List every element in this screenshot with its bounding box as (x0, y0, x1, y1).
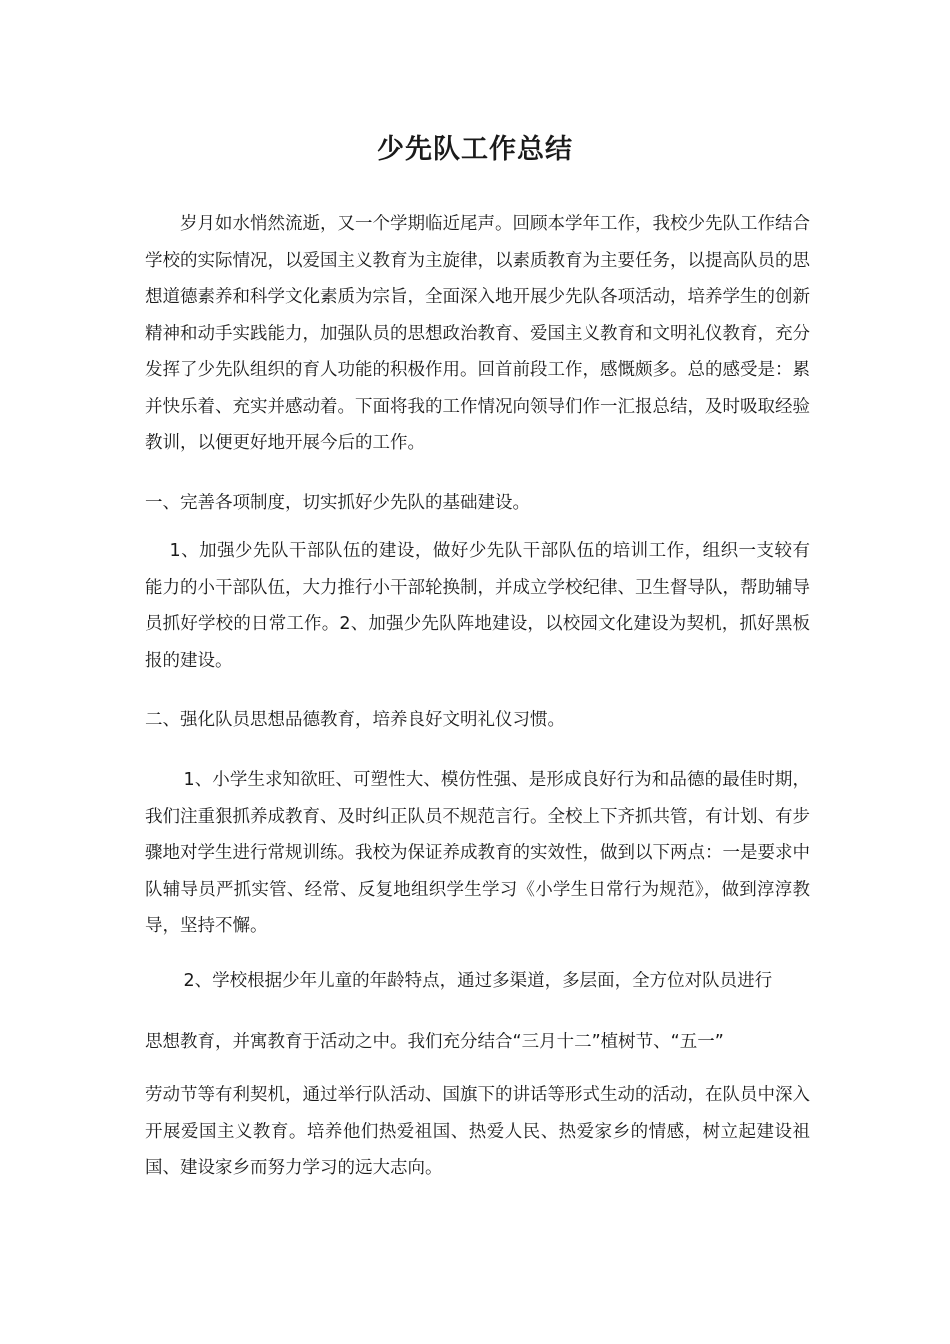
section-2-paragraph-2-line-2: 思想教育，并寓教育于活动之中。我们充分结合“三月十二”植树节、“五一” (145, 1032, 724, 1052)
intro-paragraph: 岁月如水悄然流逝，又一个学期临近尾声。回顾本学年工作，我校少先队工作结合学校的实际情况，以爱国主义教育为主旋律，以素质教育为主要任务，以提高队员的思想道德素养和科学文化素质为宗旨，全面深入地开展少先队各项活动，培养学生的创新精神和动手实践能力，加强队员的思想政治教育、爱国主义教育和文明礼仪教育，充分发挥了少先队组织的育人功能的积极作用。回首前段工作，感慨颇多。总的感受是：累并快乐着、充实并感动着。下面将我的工作情况向领导们作一汇报总结，及时吸取经验教训，以便更好地开展今后的工作。 (145, 214, 810, 453)
document-title: 少先队工作总结 (377, 134, 573, 165)
section-2-paragraph-2-continuation: 劳动节等有利契机，通过举行队活动、国旗下的讲话等形式生动的活动，在队员中深入开展爱国主义教育。培养他们热爱祖国、热爱人民、热爱家乡的情感，树立起建设祖国、建设家乡而努力学习的远大志向。 (145, 1085, 810, 1178)
section-2-paragraph-1: 1、小学生求知欲旺、可塑性大、模仿性强、是形成良好行为和品德的最佳时期，我们注重狠抓养成教育、及时纠正队员不规范言行。全校上下齐抓共管，有计划、有步骤地对学生进行常规训练。我校为保证养成教育的实效性，做到以下两点：一是要求中队辅导员严抓实管、经常、反复地组织学生学习《小学生日常行为规范》，做到淳淳教导，坚持不懈。 (145, 770, 810, 936)
section-heading-1: 一、完善各项制度，切实抓好少先队的基础建设。 (145, 493, 530, 513)
section-heading-2: 二、强化队员思想品德教育，培养良好文明礼仪习惯。 (145, 710, 565, 730)
section-2-paragraph-2-line-1: 2、学校根据少年儿童的年龄特点，通过多渠道，多层面，全方位对队员进行 (183, 971, 773, 991)
section-1-paragraph: 1、加强少先队干部队伍的建设，做好少先队干部队伍的培训工作，组织一支较有能力的小干部队伍，大力推行小干部轮换制，并成立学校纪律、卫生督导队，帮助辅导员抓好学校的日常工作。2、加强少先队阵地建设，以校园文化建设为契机，抓好黑板报的建设。 (145, 541, 810, 671)
